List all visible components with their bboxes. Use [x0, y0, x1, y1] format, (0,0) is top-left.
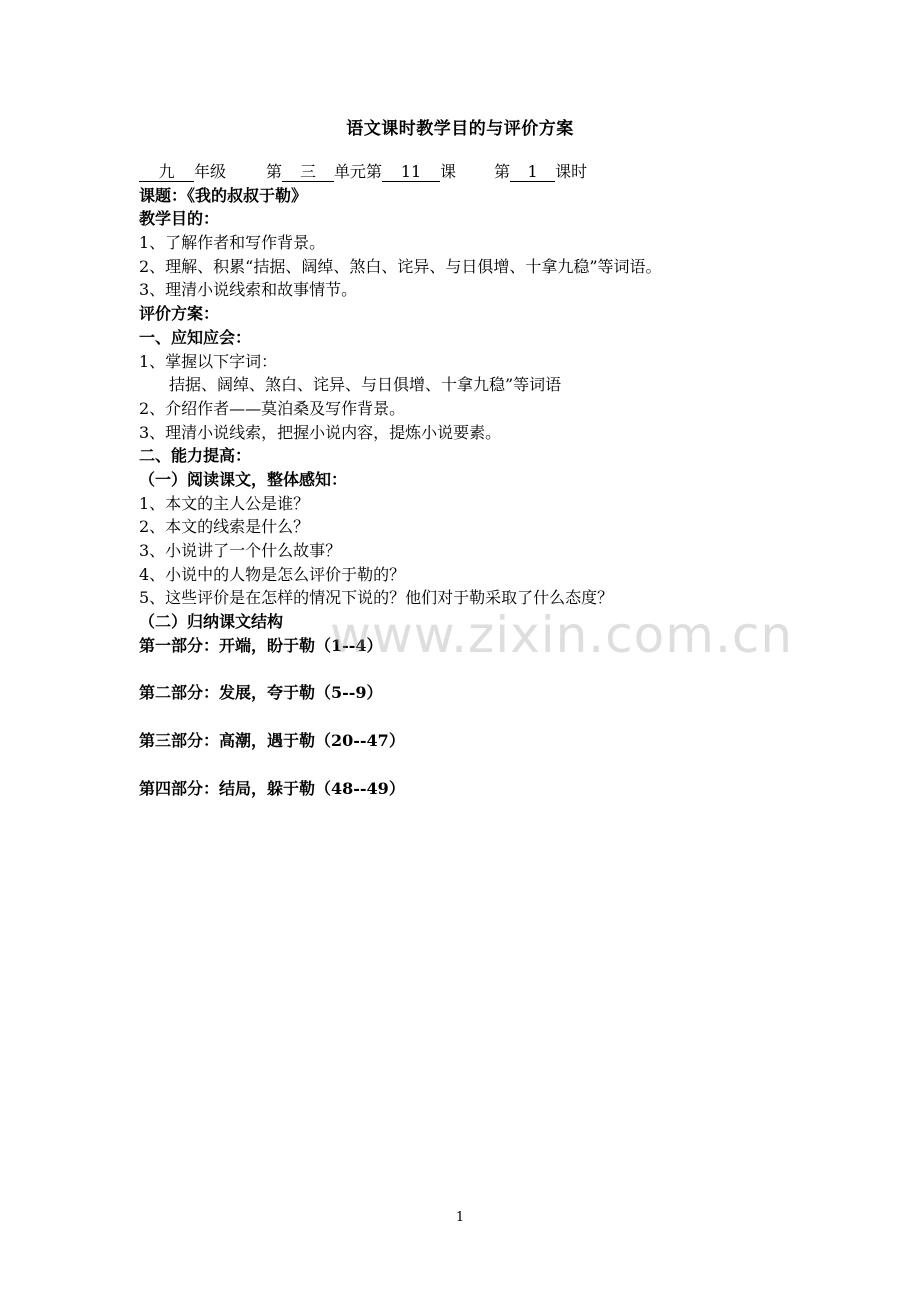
lesson-topic: 课题：《我的叔叔于勒》: [139, 185, 308, 205]
unit-value: 三: [282, 163, 334, 182]
page-title: 语文课时教学目的与评价方案: [346, 119, 574, 139]
question-item: 4、小说中的人物是怎么评价于勒的？: [139, 564, 406, 584]
subsection-heading-reading: （一）阅读课文，整体感知：: [139, 469, 348, 489]
lesson-label: 课: [440, 162, 457, 181]
structure-part: 第四部分：结局，躲于勒（48--49）: [139, 778, 405, 798]
question-item: 3、小说讲了一个什么故事？: [139, 541, 342, 560]
objective-item: 3、理清小说线索和故事情节。: [139, 280, 358, 300]
objective-item: 2、理解、积累“拮据、阔绰、煞白、诧异、与日俱增、十拿九稳”等词语。: [139, 256, 662, 276]
page-number: 1: [455, 1210, 465, 1225]
evaluation-heading: 评价方案：: [139, 304, 220, 324]
question-item: 1、本文的主人公是谁？: [139, 493, 310, 513]
lesson-info-row: [139, 160, 859, 184]
period-label: 课时: [555, 162, 588, 181]
structure-part: 第二部分：发展，夸于勒（5--9）: [139, 683, 383, 703]
objective-item: 1、了解作者和写作背景。: [139, 233, 326, 253]
vocabulary-list: 拮据、阔绰、煞白、诧异、与日俱增、十拿九稳”等词语: [169, 375, 562, 395]
structure-part: 第三部分：高潮，遇于勒（20--47）: [139, 731, 405, 751]
period-value: 1: [510, 163, 555, 182]
period-prefix: 第: [494, 162, 511, 181]
basic-item: 3、理清小说线索，把握小说内容，提炼小说要素。: [139, 422, 502, 442]
structure-part: 第一部分：开端，盼于勒（1--4）: [139, 635, 383, 655]
unit-label: 单元第: [334, 162, 383, 181]
section-heading-basic: 一、应知应会：: [139, 327, 252, 347]
basic-item: 1、掌握以下字词：: [139, 351, 278, 371]
watermark: www.zixin.com.cn: [330, 606, 794, 664]
document-body: [139, 160, 859, 801]
unit-prefix: 第: [266, 162, 283, 181]
section-heading-ability: 二、能力提高：: [139, 446, 252, 466]
grade-label: 年级: [194, 162, 227, 181]
basic-item: 2、介绍作者——莫泊桑及写作背景。: [139, 398, 406, 418]
subsection-heading-structure: （二）归纳课文结构: [139, 612, 284, 632]
question-item: 5、这些评价是在怎样的情况下说的？他们对于勒采取了什么态度？: [139, 588, 614, 608]
question-item: 2、本文的线索是什么？: [139, 517, 310, 537]
objectives-heading: 教学目的：: [139, 209, 220, 229]
lesson-value: 11: [382, 163, 440, 182]
grade-value: 九: [139, 163, 194, 182]
